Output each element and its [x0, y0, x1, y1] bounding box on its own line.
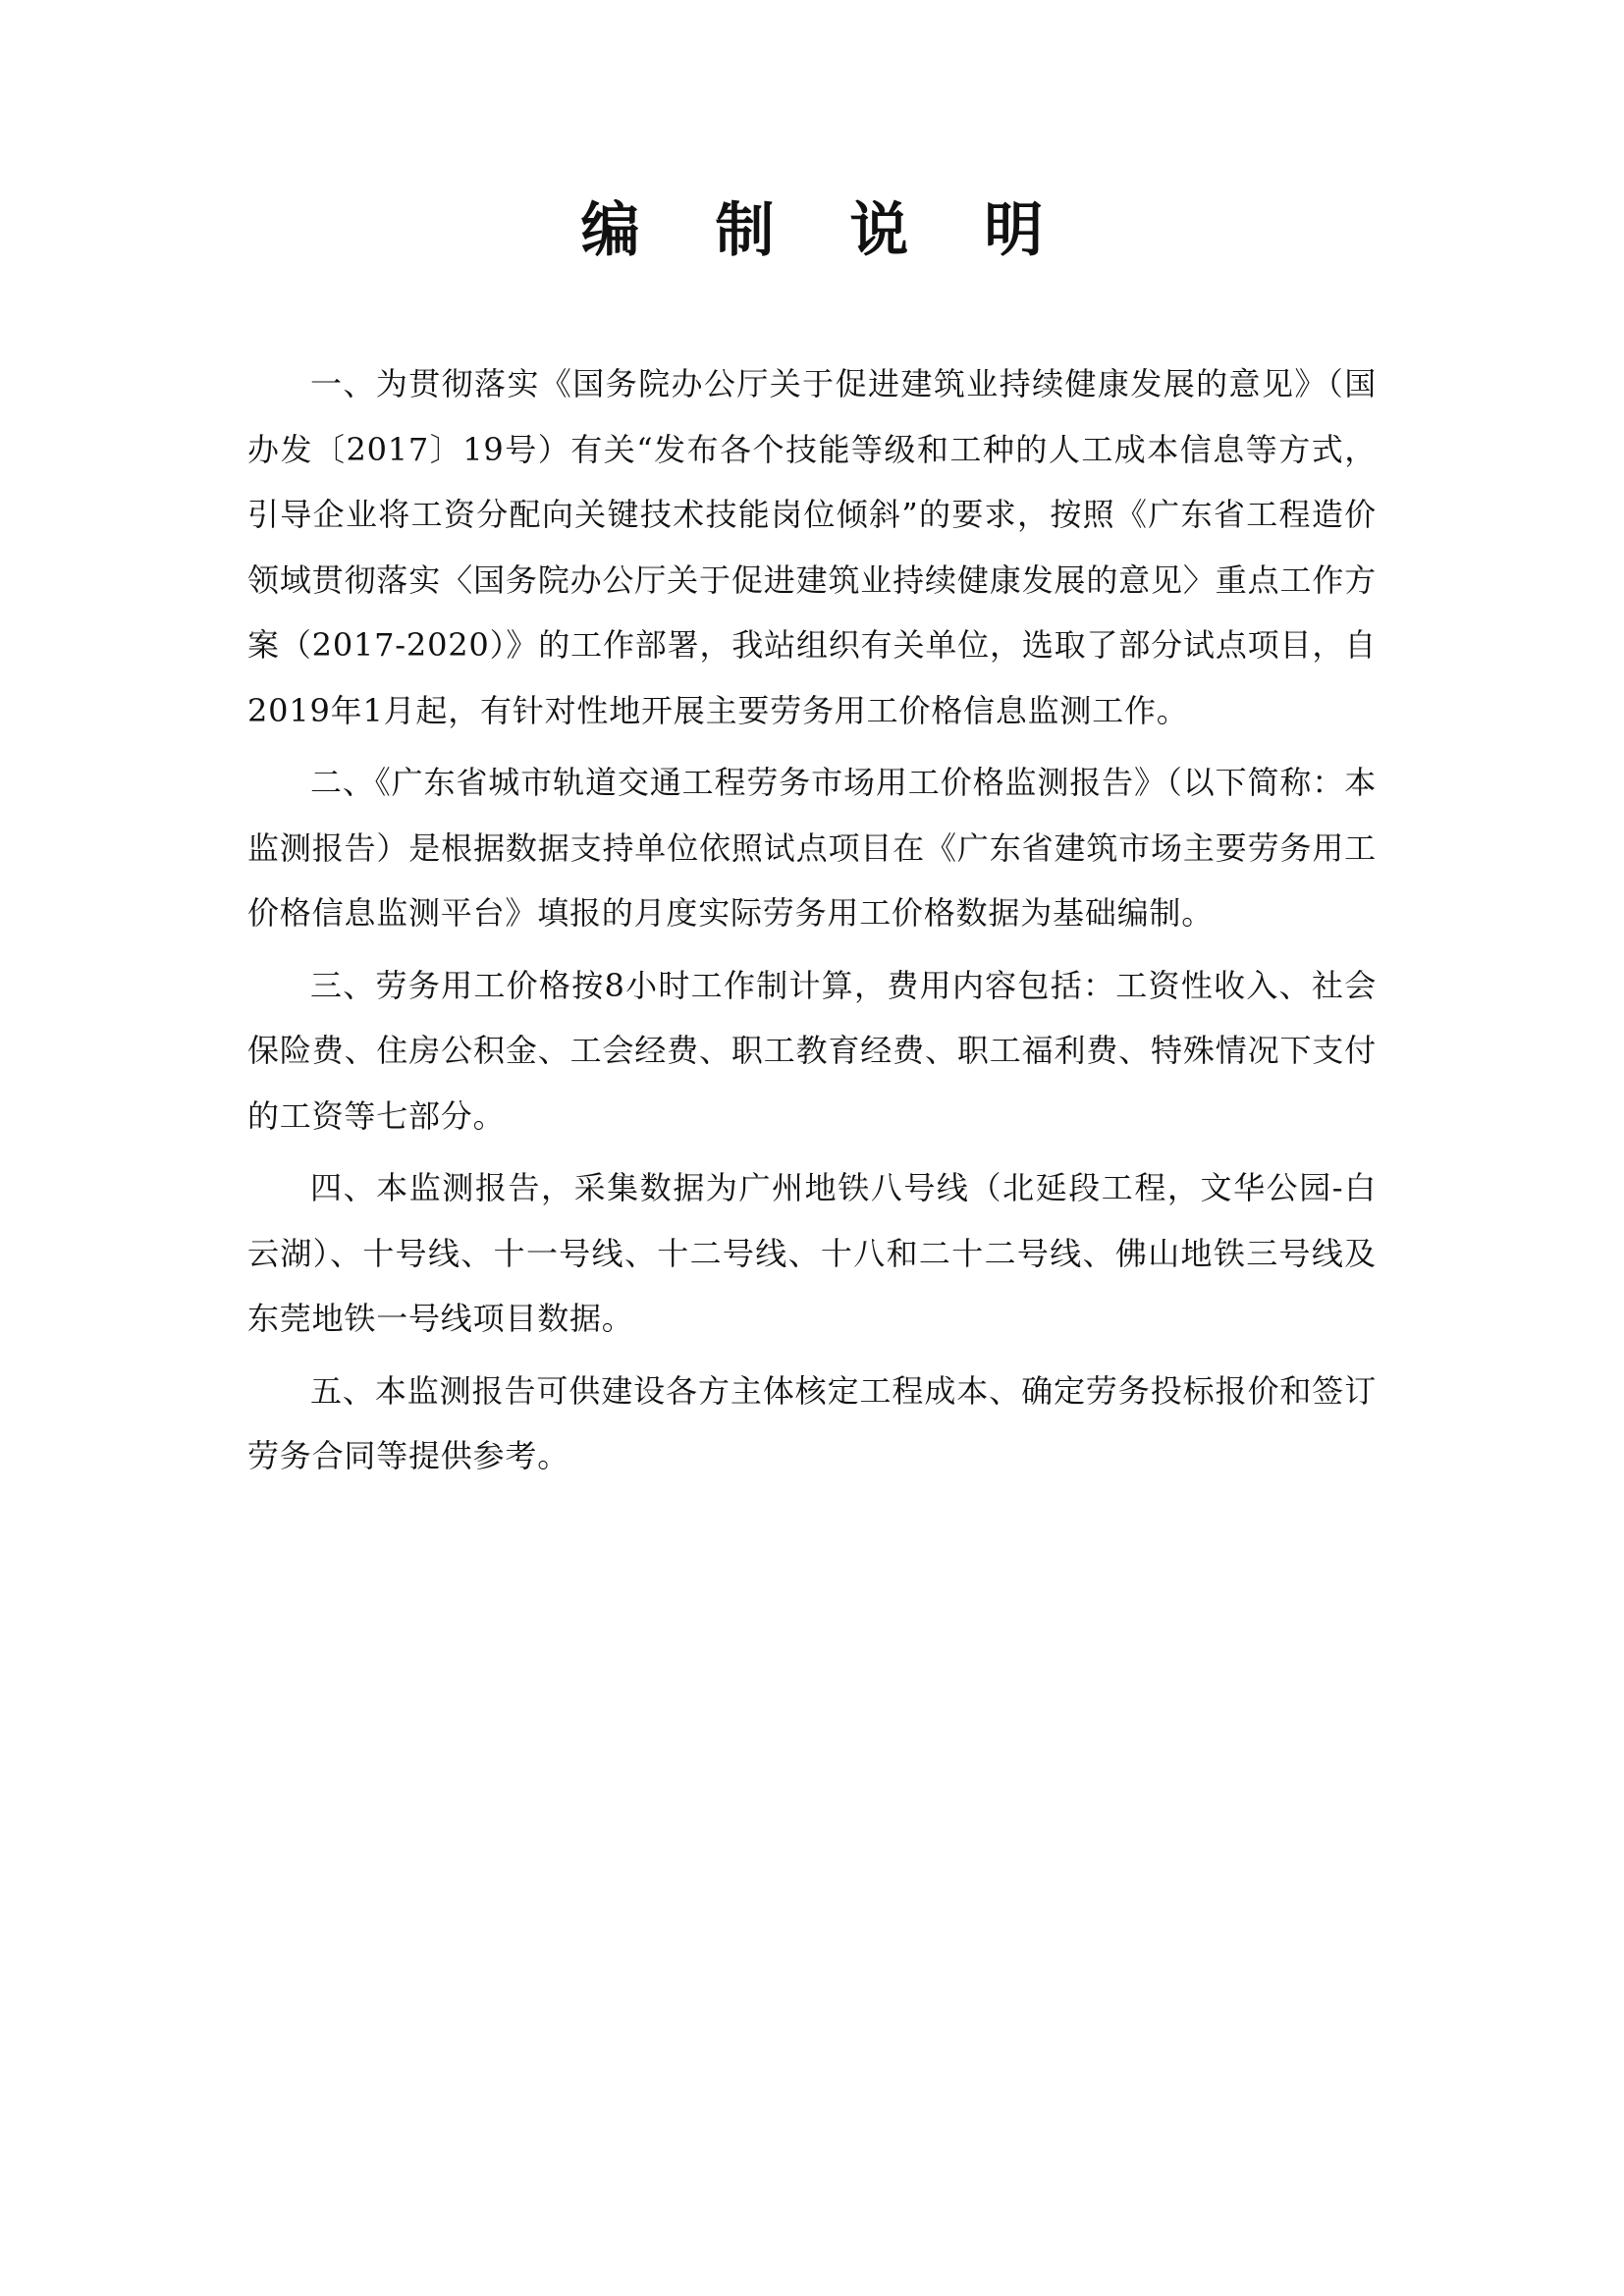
paragraph-1: 一、为贯彻落实《国务院办公厅关于促进建筑业持续健康发展的意见》（国办发〔2017〕19号）有关“发布各个技能等级和工种的人工成本信息等方式，引导企业将工资分配向关键技术技能岗位倾斜”的要求，按照《广东省工程造价领域贯彻落实〈国务院办公厅关于促进建筑业持续健康发展的意见〉重点工作方案（2017-2020）》的工作部署，我站组织有关单位，选取了部分试点项目，自2019年1月起，有针对性地开展主要劳务用工价格信息监测工作。 — [247, 365, 1377, 729]
document-body — [247, 351, 1377, 1496]
page-title: 编 制 说 明 — [580, 196, 1071, 265]
paragraph-3: 三、劳务用工价格按8小时工作制计算，费用内容包括：工资性收入、社会保险费、住房公积金、工会经费、职工教育经费、职工福利费、特殊情况下支付的工资等七部分。 — [247, 966, 1377, 1135]
paragraph-4: 四、本监测报告，采集数据为广州地铁八号线（北延段工程，文华公园-白云湖）、十号线、十一号线、十二号线、十八和二十二号线、佛山地铁三号线及东莞地铁一号线项目数据。 — [247, 1169, 1377, 1337]
paragraph-5: 五、本监测报告可供建设各方主体核定工程成本、确定劳务投标报价和签订劳务合同等提供参考。 — [247, 1371, 1377, 1474]
paragraph-2: 二、《广东省城市轨道交通工程劳务市场用工价格监测报告》（以下简称：本监测报告）是根据数据支持单位依照试点项目在《广东省建筑市场主要劳务用工价格信息监测平台》填报的月度实际劳务用工价格数据为基础编制。 — [247, 764, 1377, 932]
